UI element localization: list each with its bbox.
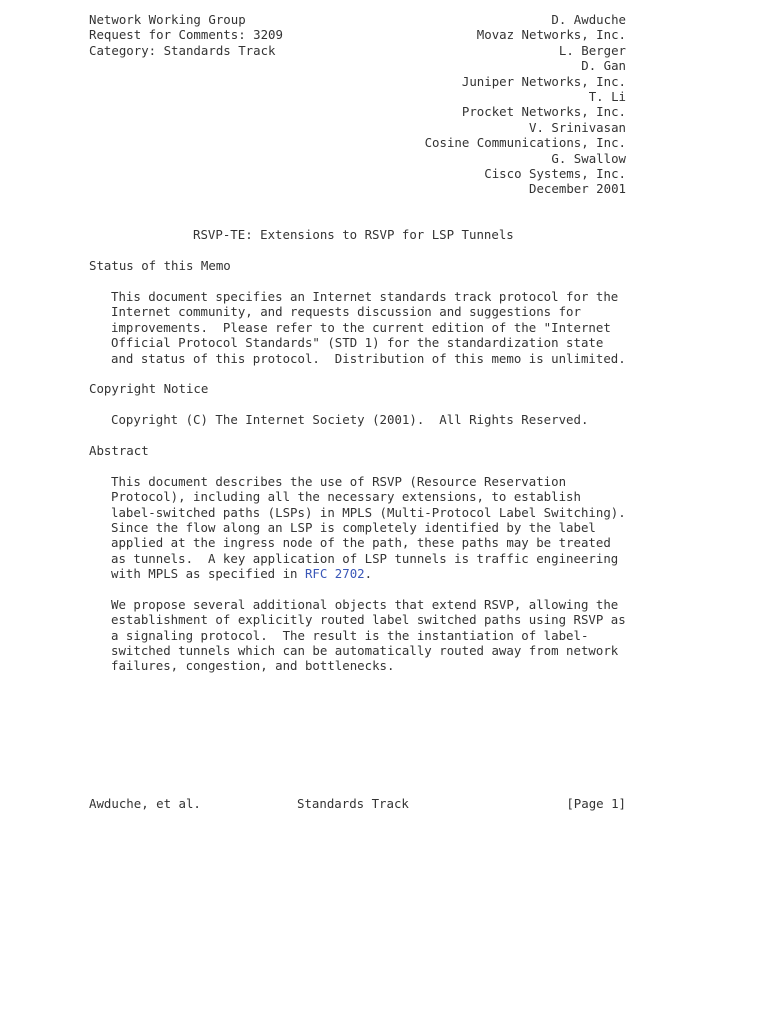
abstract-text-line: Protocol), including all the necessary extensions, to establish bbox=[111, 489, 581, 505]
rfc-page bbox=[89, 12, 626, 674]
abstract-text-line: Since the flow along an LSP is completely identified by the label bbox=[111, 519, 596, 535]
header-right-line: G. Swallow bbox=[551, 150, 626, 166]
abstract-text-suffix: . bbox=[364, 566, 373, 582]
status-text-line: improvements. Please refer to the current edition of the "Internet bbox=[111, 319, 611, 335]
abstract-text-line: as tunnels. A key application of LSP tunnels is traffic engineering bbox=[111, 550, 619, 566]
header-left-line: Request for Comments: 3209 bbox=[89, 27, 283, 43]
header-right-line: V. Srinivasan bbox=[529, 119, 626, 135]
page-footer bbox=[89, 796, 626, 811]
header-row bbox=[89, 43, 626, 58]
section-heading-abstract: Abstract bbox=[89, 442, 149, 458]
header-right-line: Procket Networks, Inc. bbox=[461, 104, 626, 120]
header-left-line: Category: Standards Track bbox=[89, 42, 276, 58]
footer-category: Standards Track bbox=[297, 796, 409, 811]
header-right-line: Cosine Communications, Inc. bbox=[424, 135, 626, 151]
header-row bbox=[89, 12, 626, 27]
abstract-text-prefix: with MPLS as specified in bbox=[111, 566, 305, 582]
status-text-line: This document specifies an Internet standards track protocol for the bbox=[111, 289, 619, 305]
abstract-text-line: We propose several additional objects that extend RSVP, allowing the bbox=[111, 596, 619, 612]
abstract-text-line bbox=[89, 566, 626, 581]
document-title: RSVP-TE: Extensions to RSVP for LSP Tunnels bbox=[193, 227, 514, 243]
abstract-text-line: switched tunnels which can be automatically routed away from network bbox=[111, 643, 619, 659]
section-heading-status: Status of this Memo bbox=[89, 258, 231, 274]
footer-authors: Awduche, et al. bbox=[89, 796, 201, 811]
footer-page-number: [Page 1] bbox=[566, 796, 626, 811]
header-right-line: D. Gan bbox=[581, 58, 626, 74]
header-right-line: D. Awduche bbox=[551, 12, 626, 27]
abstract-text-line: applied at the ingress node of the path, these paths may be treated bbox=[111, 535, 611, 551]
abstract-text-line: This document describes the use of RSVP (Resource Reservation bbox=[111, 473, 567, 489]
rfc-2702-link[interactable]: RFC 2702 bbox=[304, 566, 365, 582]
abstract-text-line: label-switched paths (LSPs) in MPLS (Multi-Protocol Label Switching). bbox=[111, 504, 626, 520]
header-right-line: December 2001 bbox=[529, 181, 626, 197]
header-right-line: Cisco Systems, Inc. bbox=[484, 165, 626, 181]
status-text-line: Official Protocol Standards" (STD 1) for the standardization state bbox=[111, 335, 604, 351]
header-left-line: Network Working Group bbox=[89, 12, 246, 27]
abstract-text-line: a signaling protocol. The result is the instantiation of label- bbox=[111, 627, 589, 643]
header-right-line: Movaz Networks, Inc. bbox=[476, 27, 626, 43]
status-text-line: Internet community, and requests discussion and suggestions for bbox=[111, 304, 581, 320]
header-right-line: T. Li bbox=[588, 88, 626, 104]
section-heading-copyright: Copyright Notice bbox=[89, 381, 209, 397]
header-right-line: L. Berger bbox=[558, 42, 626, 58]
copyright-text: Copyright (C) The Internet Society (2001). All Rights Reserved. bbox=[111, 412, 589, 428]
abstract-text-line: failures, congestion, and bottlenecks. bbox=[111, 658, 395, 674]
status-text-line: and status of this protocol. Distribution of this memo is unlimited. bbox=[111, 350, 626, 366]
abstract-text-line: establishment of explicitly routed label switched paths using RSVP as bbox=[111, 612, 626, 628]
header-row bbox=[89, 27, 626, 42]
header-right-line: Juniper Networks, Inc. bbox=[461, 73, 626, 89]
